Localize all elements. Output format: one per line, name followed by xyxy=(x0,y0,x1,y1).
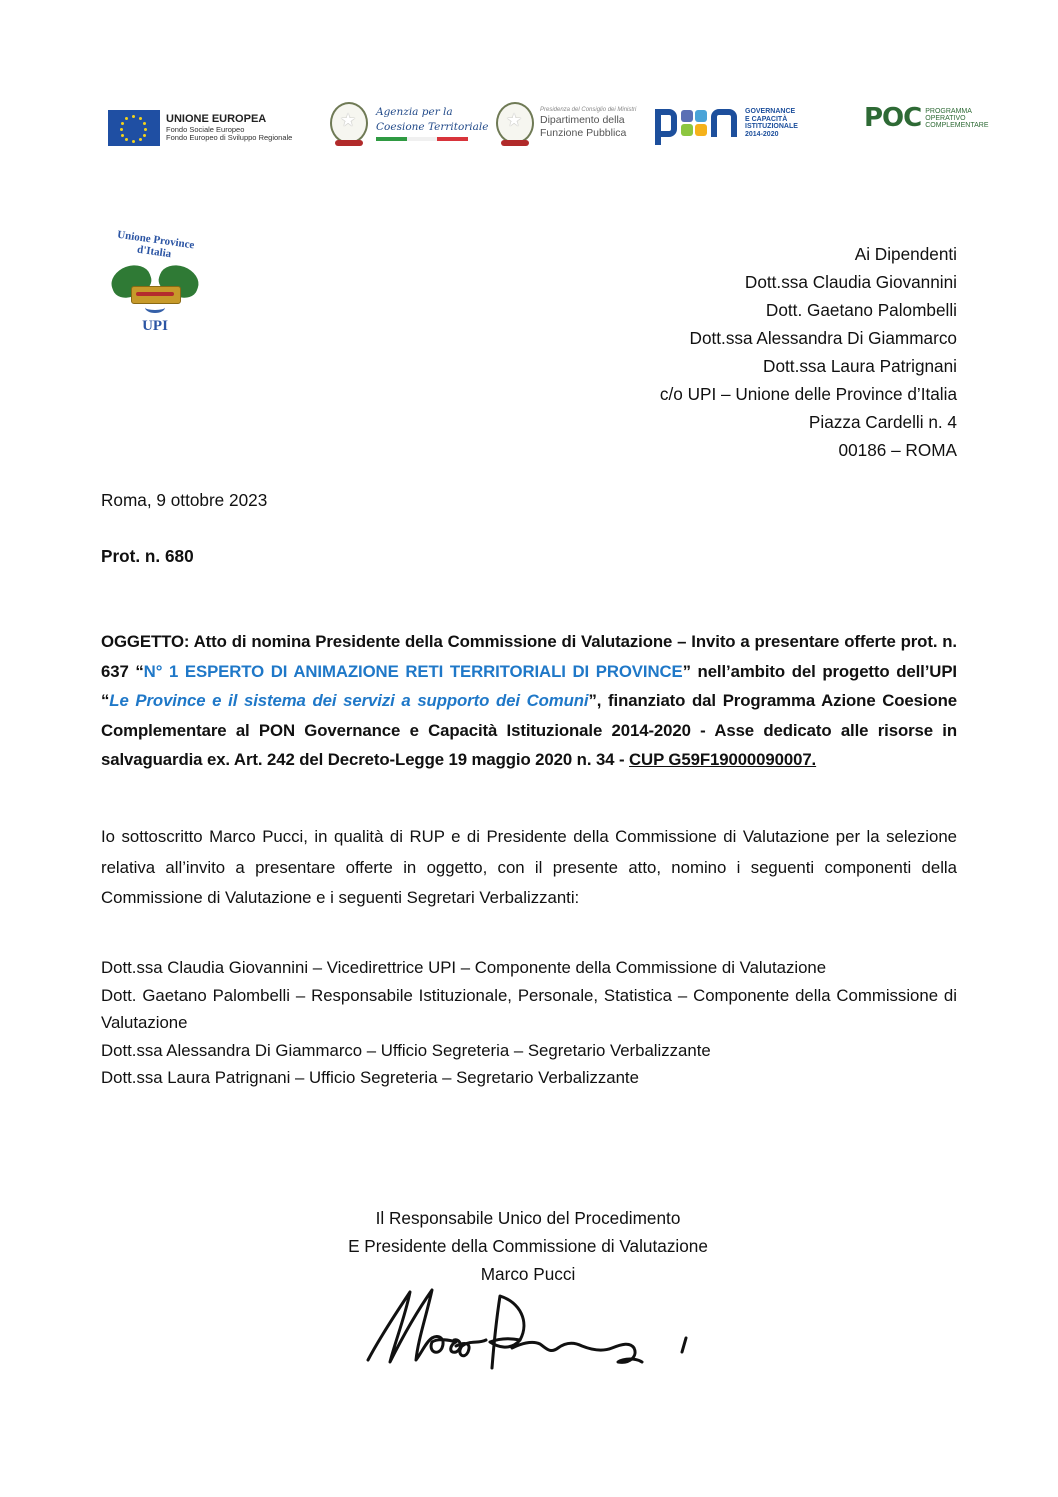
signature-role-2: E Presidente della Commissione di Valutazione xyxy=(348,1236,708,1256)
pon-wordmark-icon xyxy=(655,109,737,137)
eu-logo xyxy=(108,110,292,146)
eu-flag-icon xyxy=(108,110,160,146)
dfp-line-2: Funzione Pubblica xyxy=(540,126,627,139)
component-item: Dott.ssa Alessandra Di Giammarco – Ufficio Segreteria – Segretario Verbalizzante xyxy=(101,1040,711,1060)
pon-line-2: E CAPACITÀ xyxy=(745,115,788,123)
eu-sub-2: Fondo Europeo di Sviluppo Regionale xyxy=(166,133,293,143)
poc-wordmark: POC xyxy=(864,103,922,133)
poc-line-1: PROGRAMMA xyxy=(925,107,972,115)
agenzia-coesione-logo xyxy=(330,102,489,144)
act-line-1: Agenzia per la xyxy=(376,106,453,119)
funzione-pubblica-logo xyxy=(496,102,636,144)
recipient-line: Dott.ssa Laura Patrignani xyxy=(763,356,957,376)
subject-highlight-project: Le Province e il sistema dei servizi a supporto dei Comuni xyxy=(109,691,589,710)
italian-tricolor-bar xyxy=(376,137,468,141)
recipient-line: Ai Dipendenti xyxy=(854,244,957,264)
subject-cup-code: CUP G59F19000090007. xyxy=(629,750,817,769)
recipient-line: c/o UPI – Unione delle Province d’Italia xyxy=(659,384,957,404)
poc-line-3: COMPLEMENTARE xyxy=(925,121,989,129)
signatory-name: Marco Pucci xyxy=(480,1264,576,1284)
poc-logo xyxy=(864,103,989,133)
commission-components-list xyxy=(101,954,957,1092)
recipient-line: Dott.ssa Claudia Giovannini xyxy=(744,272,957,292)
pon-line-4: 2014-2020 xyxy=(745,131,779,139)
subject-part-3: ”, finanziato dal Programma Azione Coesione Complementare al PON Governance e Capacità Istituzionale 2014-2020 - Asse dedicato alle risorse in salvaguardia ex. Art. 242 del Decreto-Legge 19 maggio 2020 n. 34 - xyxy=(101,691,957,769)
handwritten-signature-icon xyxy=(360,1282,700,1382)
subject-part-2: ” nell’ambito del progetto dell’UPI “ xyxy=(101,661,957,710)
dfp-small: Presidenza del Consiglio dei Ministri xyxy=(540,106,637,113)
recipients-block xyxy=(660,240,957,464)
component-item: Dott.ssa Laura Patrignani – Ufficio Segreteria – Segretario Verbalizzante xyxy=(101,1068,639,1088)
component-item: Dott. Gaetano Palombelli – Responsabile Istituzionale, Personale, Statistica – Componente della Commissione di Valutazione xyxy=(101,985,957,1033)
component-item: Dott.ssa Claudia Giovannini – Vicedirettrice UPI – Componente della Commissione di Valutazione xyxy=(101,958,827,977)
pon-logo xyxy=(655,108,798,139)
eu-title: UNIONE EUROPEA xyxy=(166,113,267,126)
protocol-number: Prot. n. 680 xyxy=(101,546,194,566)
recipient-line: Dott. Gaetano Palombelli xyxy=(765,300,957,320)
republic-emblem-icon xyxy=(496,102,534,144)
recipient-line: Piazza Cardelli n. 4 xyxy=(808,412,957,432)
upi-arc-text: Unione Province d'Italia xyxy=(116,228,196,261)
subject-highlight-position: N° 1 ESPERTO DI ANIMAZIONE RETI TERRITORIALI DI PROVINCE xyxy=(143,661,683,681)
dfp-line-1: Dipartimento della xyxy=(540,114,625,126)
upi-label: UPI xyxy=(142,318,168,334)
upi-logo xyxy=(100,228,210,335)
pon-line-3: ISTITUZIONALE xyxy=(745,123,798,131)
body-paragraph: Io sottoscritto Marco Pucci, in qualità di RUP e di Presidente della Commissione di Valutazione per la selezione relativa all’invito a presentare offerte in oggetto, con il presente atto, nomino i seguenti componenti della Commissione di Valutazione e i seguenti Segretari Verbalizzanti: xyxy=(101,827,957,907)
act-line-2: Coesione Territoriale xyxy=(376,120,489,133)
letter-date: Roma, 9 ottobre 2023 xyxy=(101,490,268,510)
upi-crown-icon xyxy=(107,264,203,314)
signature-block xyxy=(300,1204,756,1288)
recipient-line: Dott.ssa Alessandra Di Giammarco xyxy=(689,328,957,348)
signature-role-1: Il Responsabile Unico del Procedimento xyxy=(375,1208,681,1228)
poc-line-2: OPERATIVO xyxy=(925,114,966,122)
subject-paragraph xyxy=(101,627,957,775)
subject-part-1: OGGETTO: Atto di nomina Presidente della Commissione di Valutazione – Invito a presentare offerte prot. n. 637 “ xyxy=(101,632,957,681)
eu-sub-1: Fondo Sociale Europeo xyxy=(166,124,245,134)
republic-emblem-icon xyxy=(330,102,368,144)
pon-line-1: GOVERNANCE xyxy=(745,108,796,115)
recipient-line: 00186 – ROMA xyxy=(838,440,957,460)
